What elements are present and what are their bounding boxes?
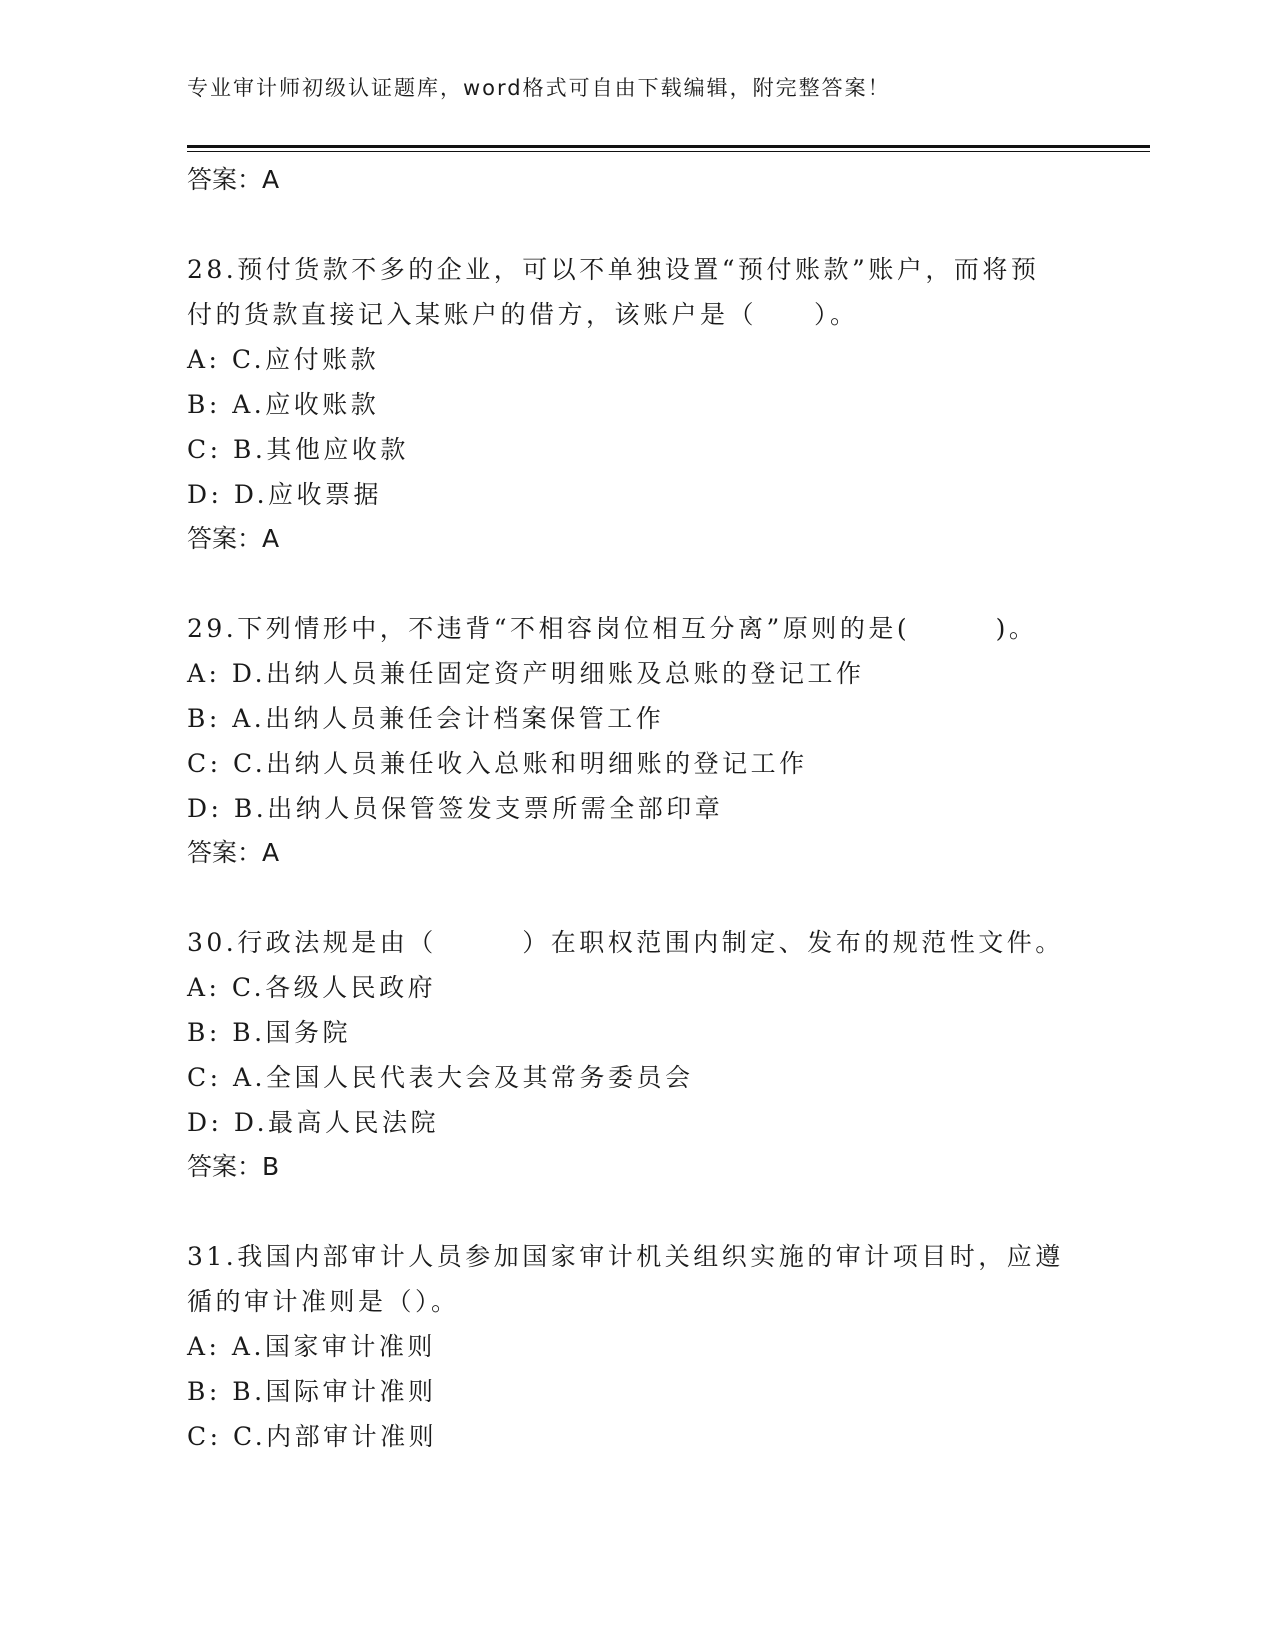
question-text-line: 付的货款直接记入某账户的借方，该账户是（ ）。: [187, 300, 859, 329]
option-a: A: C.各级人民政府: [187, 973, 437, 1002]
option-b: B: B.国际审计准则: [187, 1377, 437, 1406]
header-rule-thin: [187, 151, 1150, 152]
question-block-30: [187, 920, 1087, 1189]
question-text-line: 31.我国内部审计人员参加国家审计机关组织实施的审计项目时，应遵: [187, 1242, 1064, 1271]
option-a: A: A.国家审计准则: [187, 1332, 436, 1361]
option-b: B: B.国务院: [187, 1018, 352, 1047]
option-a: A: C.应付账款: [187, 345, 380, 374]
answer-line: 答案：A: [187, 165, 280, 194]
option-d: D: D.应收票据: [187, 480, 383, 509]
answer-line: 答案：B: [187, 1152, 280, 1181]
answer-line: 答案：A: [187, 524, 280, 553]
question-block-28: [187, 247, 1087, 561]
option-a: A: D.出纳人员兼任固定资产明细账及总账的登记工作: [187, 659, 865, 688]
question-text-line: 30.行政法规是由（ ）在职权范围内制定、发布的规范性文件。: [187, 928, 1064, 957]
option-b: B: A.应收账款: [187, 390, 380, 419]
option-b: B: A.出纳人员兼任会计档案保管工作: [187, 704, 665, 733]
header-rule-thick: [187, 145, 1150, 148]
question-text-line: 循的审计准则是（）。: [187, 1287, 460, 1316]
page-header: 专业审计师初级认证题库，word格式可自由下载编辑，附完整答案！: [187, 76, 891, 100]
option-d: D: D.最高人民法院: [187, 1108, 440, 1137]
question-block-31: [187, 1234, 1087, 1459]
answer-line: 答案：A: [187, 838, 280, 867]
option-d: D: B.出纳人员保管签发支票所需全部印章: [187, 794, 724, 823]
question-block-29: [187, 606, 1087, 875]
question-text-line: 28.预付货款不多的企业，可以不单独设置“预付账款”账户，而将预: [187, 255, 1040, 284]
question-list: [187, 158, 1087, 1459]
option-c: C: C.内部审计准则: [187, 1422, 438, 1451]
option-c: C: B.其他应收款: [187, 435, 409, 464]
option-c: C: A.全国人民代表大会及其常务委员会: [187, 1063, 694, 1092]
option-c: C: C.出纳人员兼任收入总账和明细账的登记工作: [187, 749, 808, 778]
question-text-line: 29.下列情形中，不违背“不相容岗位相互分离”原则的是( )。: [187, 614, 1038, 643]
